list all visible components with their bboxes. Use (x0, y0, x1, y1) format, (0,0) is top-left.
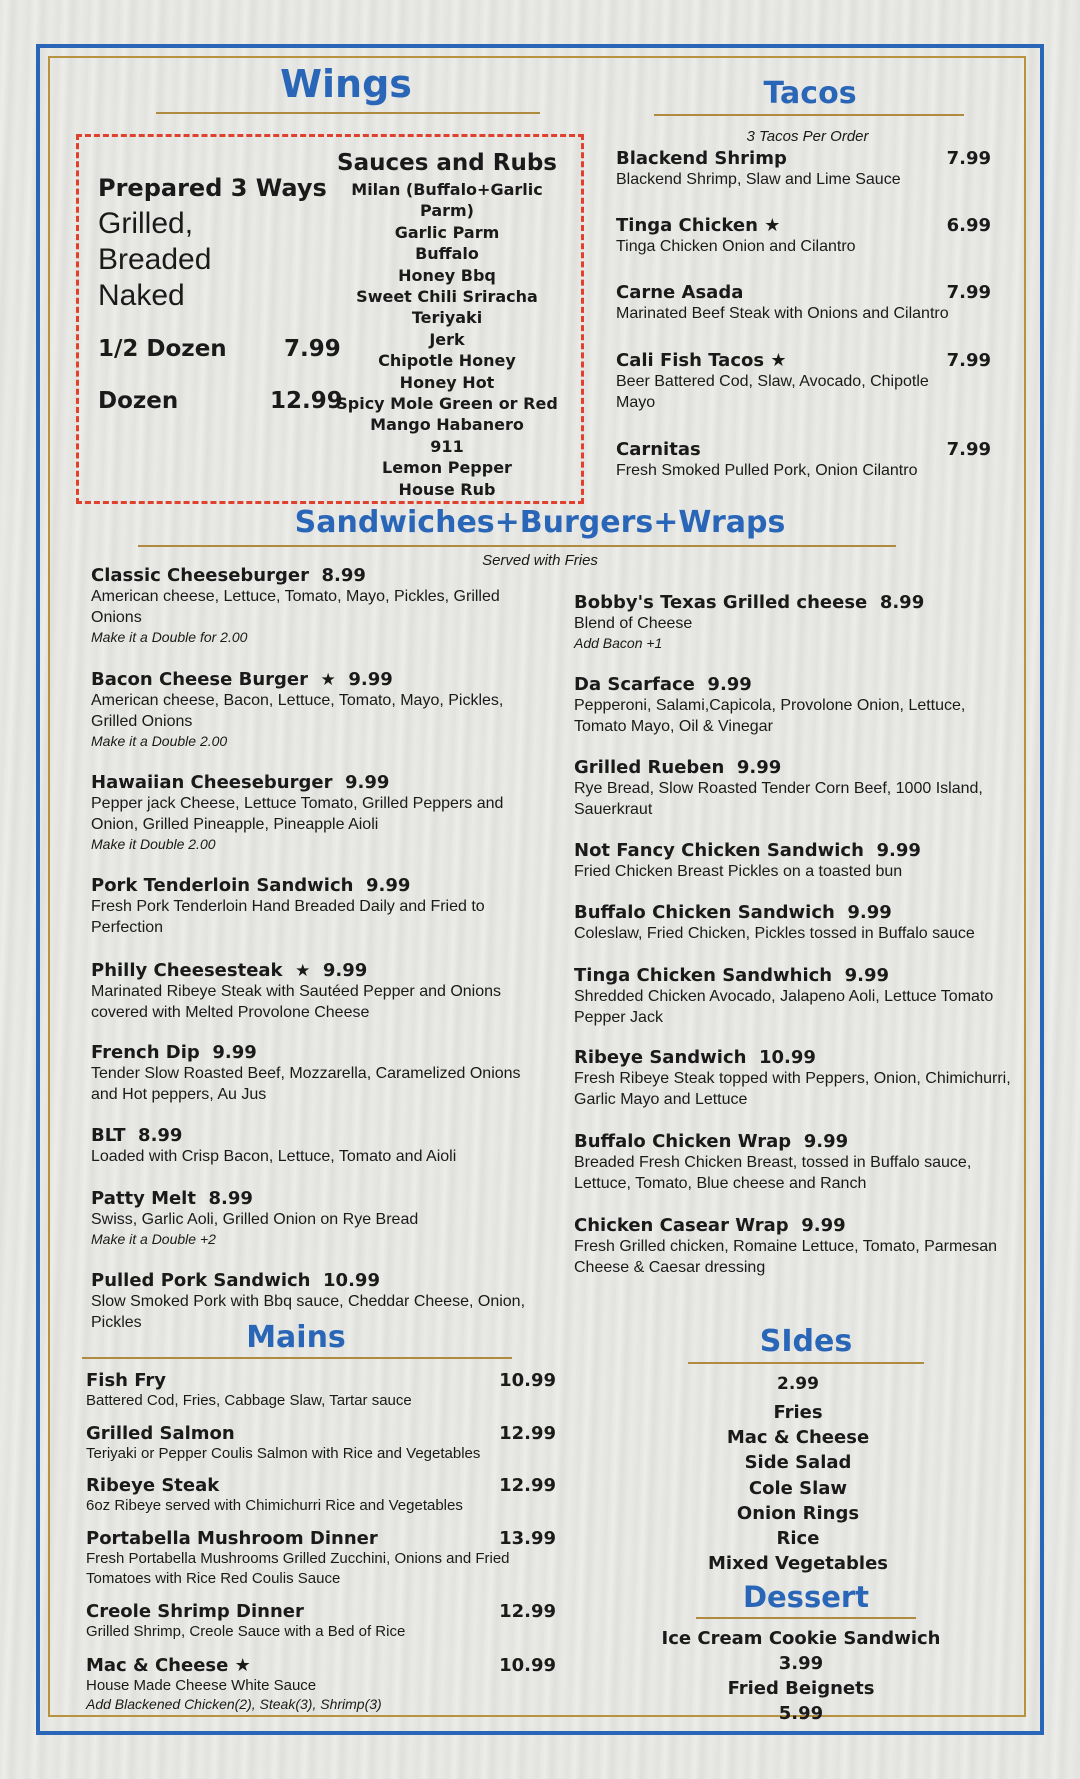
dessert-list (646, 1626, 956, 1726)
side-item: Fries (773, 1402, 823, 1423)
sandwich-name: Patty Melt (91, 1188, 196, 1209)
sandwich-price: 9.99 (707, 674, 752, 695)
sauce-item: Milan (Buffalo+Garlic Parm) (351, 180, 543, 221)
sandwich-item (91, 960, 531, 1023)
main-item (86, 1601, 556, 1642)
wings-title: Wings (280, 62, 412, 106)
main-price: 12.99 (499, 1601, 556, 1622)
side-item: Onion Rings (736, 1502, 860, 1524)
star-icon: ★ (320, 670, 336, 690)
main-note: Add Blackened Chicken(2), Steak(3), Shrimp(3) (86, 1696, 382, 1712)
sandwiches-title: Sandwiches+Burgers+Wraps (294, 505, 786, 540)
side-item: Mac & Cheese (726, 1427, 870, 1449)
sandwich-note: Make it a Double 2.00 (91, 733, 228, 749)
taco-name: Blackend Shrimp (616, 148, 787, 169)
main-name: Fish Fry (86, 1370, 167, 1391)
taco-price: 7.99 (946, 148, 991, 169)
sandwich-name: Classic Cheeseburger (91, 565, 309, 586)
sandwich-item (91, 565, 531, 646)
sauce-item: Honey Hot (399, 372, 495, 392)
sandwich-desc: Shredded Chicken Avocado, Jalapeno Aoli, Lettuce Tomato Pepper Jack (574, 988, 994, 1026)
sandwich-name: Tinga Chicken Sandwhich (574, 965, 833, 986)
sandwich-price: 9.99 (365, 875, 411, 896)
wings-way: Grilled, (98, 207, 194, 240)
main-desc: Grilled Shrimp, Creole Sauce with a Bed of Rice (86, 1623, 406, 1640)
wings-prepared-label: Prepared 3 Ways (98, 174, 327, 202)
sandwich-price: 9.99 (876, 840, 921, 861)
tacos-note: 3 Tacos Per Order (746, 128, 869, 145)
sandwich-name: Pork Tenderloin Sandwich (91, 875, 354, 896)
sauce-item: Garlic Parm (394, 222, 500, 242)
sandwich-item (574, 674, 1014, 737)
main-item (86, 1475, 556, 1516)
sandwich-name: Hawaiian Cheeseburger (91, 772, 333, 793)
main-item (86, 1655, 556, 1713)
sauce-item: Teriyaki (411, 308, 483, 328)
sandwich-note: Make it a Double +2 (91, 1231, 216, 1247)
dessert-line: 3.99 (778, 1653, 824, 1674)
sandwich-name: BLT (91, 1125, 126, 1146)
sandwich-item (91, 875, 531, 938)
sandwich-price: 8.99 (138, 1125, 183, 1146)
side-item: Rice (776, 1528, 820, 1550)
wings-dozen-price: 12.99 (270, 388, 343, 414)
tacos-item (616, 439, 991, 481)
sandwiches-note: Served with Fries (482, 552, 598, 569)
sandwich-name: Chicken Casear Wrap (574, 1215, 789, 1236)
sandwich-note: Make it Double 2.00 (91, 836, 216, 852)
taco-price: 6.99 (946, 215, 991, 236)
sandwich-desc: Fresh Grilled chicken, Romaine Lettuce, Tomato, Parmesan Cheese & Caesar dressing (574, 1238, 998, 1276)
sauce-item: 911 (430, 436, 464, 456)
taco-desc: Marinated Beef Steak with Onions and Cilantro (616, 305, 949, 322)
sandwich-name: Da Scarface (574, 674, 695, 695)
taco-desc: Beer Battered Cod, Slaw, Avocado, Chipotle Mayo (616, 373, 929, 411)
side-item: Mixed Vegetables (707, 1553, 889, 1575)
main-desc: Battered Cod, Fries, Cabbage Slaw, Tartar sauce (86, 1392, 412, 1409)
main-price: 13.99 (499, 1528, 556, 1549)
sandwich-note: Make it a Double for 2.00 (91, 629, 248, 645)
wings-title-rule (156, 112, 540, 114)
sauce-item: Sweet Chili Sriracha (356, 287, 538, 307)
sides-title-rule (688, 1362, 924, 1364)
sandwich-name: Grilled Rueben (574, 757, 725, 778)
dessert-line: Fried Beignets (727, 1678, 875, 1699)
sandwich-item (574, 902, 1014, 944)
sandwich-desc: Loaded with Crisp Bacon, Lettuce, Tomato and Aioli (91, 1148, 457, 1165)
taco-name: Carne Asada (616, 282, 744, 303)
side-item: Cole Slaw (748, 1477, 848, 1499)
dessert-line: Ice Cream Cookie Sandwich (661, 1628, 941, 1649)
sandwich-price: 8.99 (208, 1188, 253, 1209)
sandwich-note: Add Bacon +1 (574, 635, 663, 651)
taco-name: Tinga Chicken ★ (616, 215, 781, 236)
sandwich-item (574, 1131, 1014, 1194)
tacos-item (616, 282, 991, 324)
main-desc: Teriyaki or Pepper Coulis Salmon with Rice and Vegetables (86, 1445, 481, 1462)
sandwich-desc: Rye Bread, Slow Roasted Tender Corn Beef, 1000 Island, Sauerkraut (574, 780, 983, 818)
wings-ways (98, 206, 211, 314)
sauce-item: Buffalo (415, 244, 479, 264)
tacos-item (616, 215, 991, 257)
tacos-title: Tacos (763, 76, 857, 111)
taco-name: Carnitas (616, 439, 701, 460)
sides-price: 2.99 (777, 1374, 819, 1394)
sauce-item: Jerk (429, 329, 465, 349)
wings-half-dozen-price: 7.99 (284, 336, 341, 362)
sandwich-item (91, 1125, 531, 1167)
wings-half-dozen-label: 1/2 Dozen (98, 336, 227, 362)
main-name: Creole Shrimp Dinner (86, 1601, 304, 1622)
sandwich-name: Pulled Pork Sandwich (91, 1270, 311, 1291)
sandwich-name: Buffalo Chicken Sandwich (574, 902, 835, 923)
main-price: 12.99 (499, 1423, 556, 1444)
tacos-item (616, 350, 991, 413)
main-price: 10.99 (499, 1655, 556, 1676)
sandwich-name: Not Fancy Chicken Sandwich (574, 840, 864, 861)
sandwich-name: Bacon Cheese Burger (91, 669, 308, 690)
taco-desc: Blackend Shrimp, Slaw and Lime Sauce (616, 171, 901, 188)
wings-way: Breaded (98, 243, 212, 276)
sandwich-desc: Coleslaw, Fried Chicken, Pickles tossed in Buffalo sauce (574, 925, 975, 942)
sandwich-desc: American cheese, Lettuce, Tomato, Mayo, Pickles, Grilled Onions (91, 588, 500, 626)
main-desc: House Made Cheese White Sauce (86, 1677, 317, 1694)
side-item: Side Salad (744, 1452, 852, 1474)
main-name: Ribeye Steak (86, 1475, 220, 1496)
sandwich-desc: Slow Smoked Pork with Bbq sauce, Cheddar Cheese, Onion, Pickles (91, 1293, 526, 1331)
star-icon: ★ (295, 961, 311, 981)
sauces-title: Sauces and Rubs (337, 150, 557, 176)
sauce-item: Honey Bbq (398, 265, 496, 285)
sandwich-desc: Pepperoni, Salami,Capicola, Provolone Onion, Lettuce, Tomato Mayo, Oil & Vinegar (574, 697, 966, 735)
sandwich-price: 9.99 (348, 669, 393, 690)
sandwiches-title-rule (138, 545, 896, 547)
sauce-item: Chipotle Honey (378, 351, 516, 371)
main-desc: Fresh Portabella Mushrooms Grilled Zucchini, Onions and Fried Tomatoes with Rice Red Coulis Sauce (86, 1550, 510, 1587)
sides-list (678, 1400, 918, 1576)
mains-title-rule (82, 1357, 512, 1359)
main-price: 12.99 (499, 1475, 556, 1496)
sandwich-price: 8.99 (879, 592, 925, 613)
sides-title: SIdes (759, 1324, 853, 1359)
main-item (86, 1423, 556, 1464)
dessert-line: 5.99 (778, 1703, 824, 1724)
sandwich-desc: Fresh Pork Tenderloin Hand Breaded Daily and Fried to Perfection (91, 898, 485, 936)
sandwich-name: Bobby's Texas Grilled cheese (574, 592, 868, 613)
tacos-title-rule (654, 114, 964, 116)
sandwich-item (574, 757, 1014, 820)
sandwich-name: French Dip (91, 1042, 200, 1063)
tacos-item (616, 148, 991, 190)
sandwich-desc: Breaded Fresh Chicken Breast, tossed in Buffalo sauce, Lettuce, Tomato, Blue cheese and Ranch (574, 1154, 972, 1192)
sandwich-price: 9.99 (345, 772, 390, 793)
taco-price: 7.99 (946, 282, 991, 303)
main-name: Mac & Cheese ★ (86, 1655, 251, 1676)
sandwich-item (574, 1215, 1014, 1278)
sandwich-name: Ribeye Sandwich (574, 1047, 747, 1068)
sandwich-item (574, 592, 1014, 652)
sandwich-item (574, 840, 1014, 882)
taco-desc: Fresh Smoked Pulled Pork, Onion Cilantro (616, 462, 918, 479)
sandwich-price: 9.99 (844, 965, 890, 986)
sandwich-item (91, 669, 531, 750)
sandwich-price: 8.99 (321, 565, 366, 586)
taco-price: 7.99 (946, 350, 991, 371)
taco-name: Cali Fish Tacos ★ (616, 350, 787, 371)
sauce-item: House Rub (398, 479, 496, 499)
sandwich-item (574, 1047, 1014, 1110)
dessert-title: Dessert (742, 1580, 870, 1614)
sandwich-price: 9.99 (847, 902, 892, 923)
sandwich-price: 9.99 (212, 1042, 257, 1063)
sandwich-price: 10.99 (758, 1047, 816, 1068)
mains-title: Mains (246, 1320, 346, 1355)
sandwich-desc: Blend of Cheese (574, 615, 693, 632)
wings-way: Naked (98, 279, 185, 312)
sauce-item: Lemon Pepper (382, 458, 512, 478)
sandwich-desc: American cheese, Bacon, Lettuce, Tomato, Mayo, Pickles, Grilled Onions (91, 692, 504, 730)
sandwich-item (574, 965, 1014, 1028)
sauce-item: Spicy Mole Green or Red (336, 394, 558, 414)
sandwich-price: 10.99 (323, 1270, 380, 1291)
sandwich-item (91, 1042, 531, 1105)
sandwich-price: 9.99 (803, 1131, 849, 1152)
sandwich-desc: Fried Chicken Breast Pickles on a toasted bun (574, 863, 903, 880)
sandwich-desc: Swiss, Garlic Aoli, Grilled Onion on Rye Bread (91, 1211, 419, 1228)
main-desc: 6oz Ribeye served with Chimichurri Rice and Vegetables (86, 1497, 463, 1514)
sandwich-name: Buffalo Chicken Wrap (574, 1131, 792, 1152)
sandwich-desc: Fresh Ribeye Steak topped with Peppers, Onion, Chimichurri, Garlic Mayo and Lettuce (574, 1070, 1011, 1108)
sauce-item: Mango Habanero (370, 415, 524, 435)
sandwich-desc: Tender Slow Roasted Beef, Mozzarella, Caramelized Onions and Hot peppers, Au Jus (91, 1065, 521, 1103)
main-name: Portabella Mushroom Dinner (86, 1528, 378, 1549)
main-item (86, 1370, 556, 1411)
main-name: Grilled Salmon (86, 1423, 235, 1444)
sandwich-desc: Marinated Ribeye Steak with Sautéed Pepper and Onions covered with Melted Provolone Cheese (91, 983, 502, 1021)
sandwich-desc: Pepper jack Cheese, Lettuce Tomato, Grilled Peppers and Onion, Grilled Pineapple, Pineapple Aioli (91, 795, 504, 833)
sandwich-item (91, 1188, 531, 1248)
wings-dozen-label: Dozen (98, 388, 179, 414)
main-item (86, 1528, 556, 1589)
taco-desc: Tinga Chicken Onion and Cilantro (616, 238, 856, 255)
sandwich-price: 9.99 (736, 757, 782, 778)
taco-price: 7.99 (946, 439, 991, 460)
sauces-list (322, 179, 572, 500)
sandwich-name: Philly Cheesesteak (91, 960, 283, 981)
dessert-title-rule (696, 1617, 916, 1619)
sandwich-price: 9.99 (801, 1215, 846, 1236)
sandwich-price: 9.99 (322, 960, 368, 981)
main-price: 10.99 (499, 1370, 556, 1391)
sandwich-item (91, 772, 531, 853)
